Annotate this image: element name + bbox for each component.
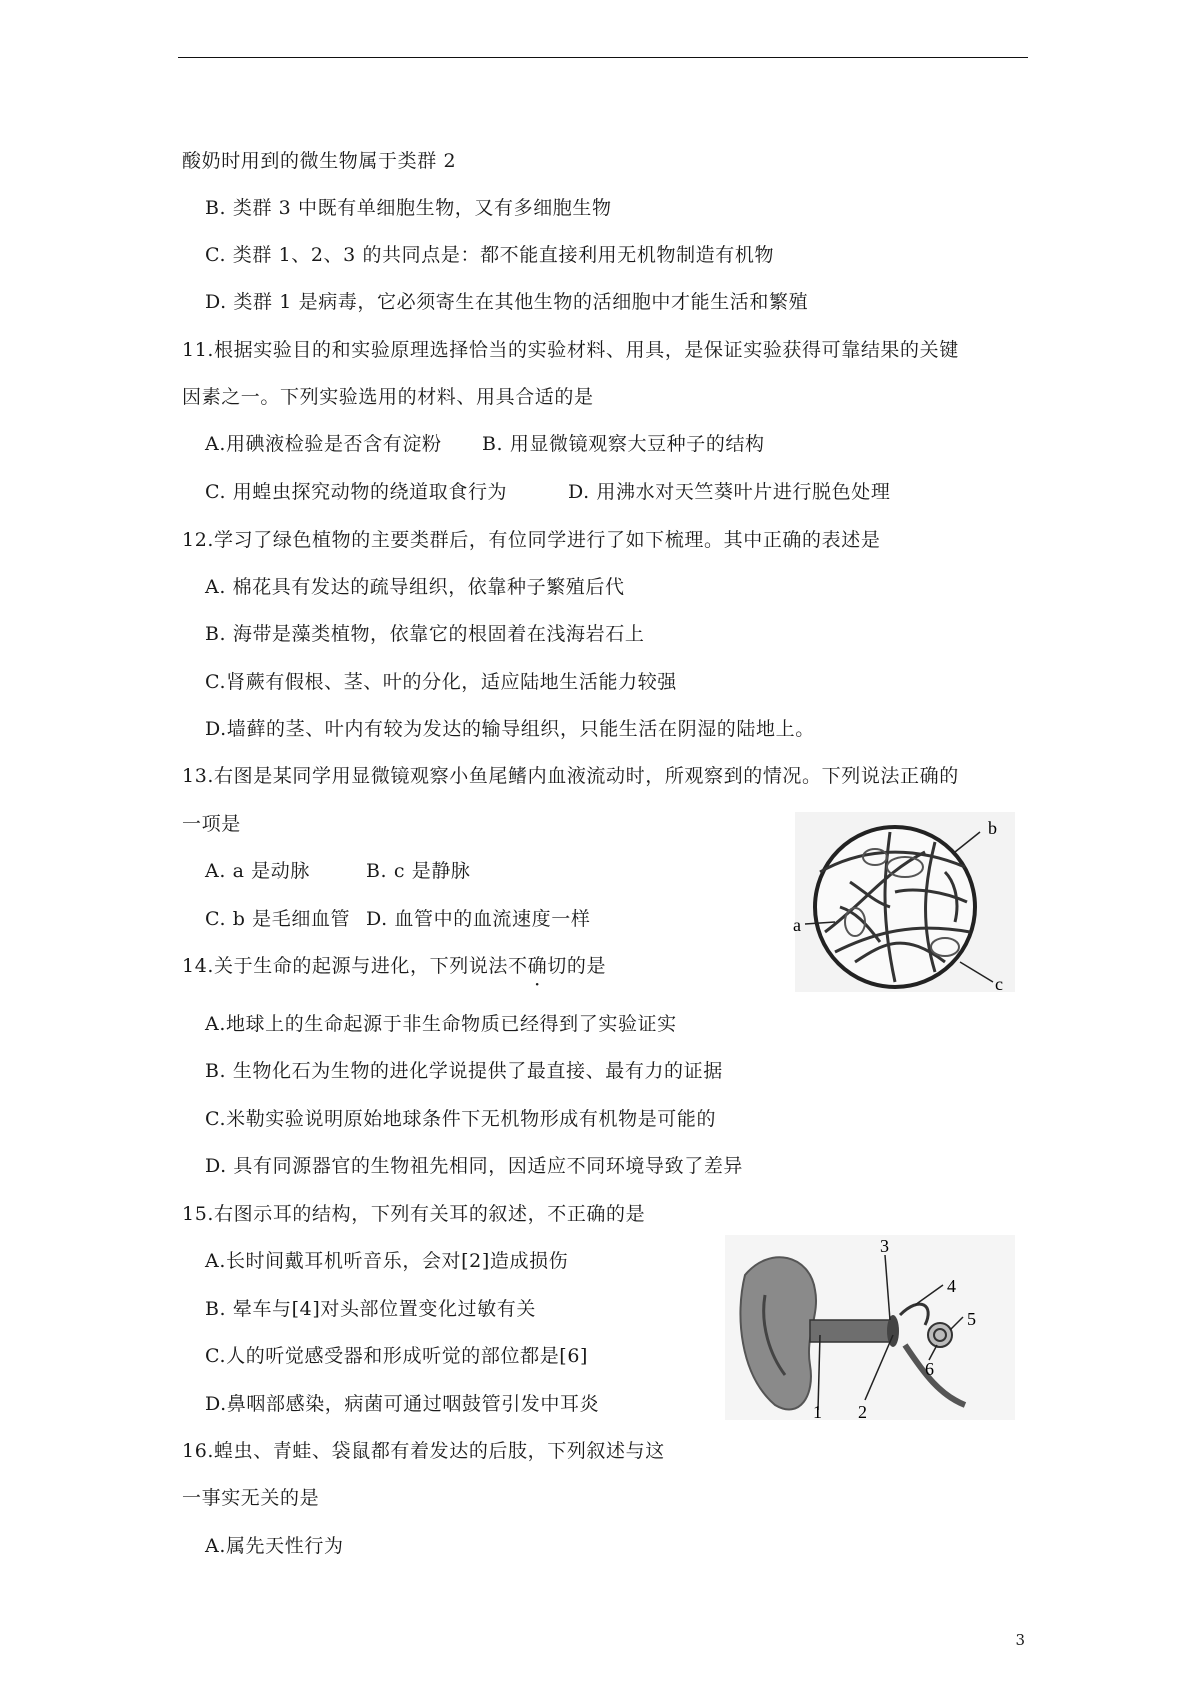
text-line: 酸奶时用到的微生物属于类群 2 xyxy=(182,150,457,172)
label-6: 6 xyxy=(925,1359,934,1379)
option-b: B. 类群 3 中既有单细胞生物，又有多细胞生物 xyxy=(205,197,612,219)
q12-option-a: A. 棉花具有发达的疏导组织，依靠种子繁殖后代 xyxy=(205,576,625,598)
question-13-cont: 一项是 xyxy=(182,813,241,835)
q16-option-a: A.属先天性行为 xyxy=(205,1535,344,1557)
question-13: 13.右图是某同学用显微镜观察小鱼尾鳍内血液流动时，所观察到的情况。下列说法正确的 xyxy=(182,765,959,787)
q11-option-c: C. 用蝗虫探究动物的绕道取食行为 xyxy=(205,481,508,503)
label-c: c xyxy=(995,974,1003,994)
q14-option-c: C.米勒实验说明原始地球条件下无机物形成有机物是可能的 xyxy=(205,1108,717,1130)
question-14 xyxy=(182,955,606,977)
q14-emphasis-text: 不确切 xyxy=(508,955,567,977)
question-12: 12.学习了绿色植物的主要类群后，有位同学进行了如下梳理。其中正确的表述是 xyxy=(182,529,881,551)
label-a: a xyxy=(793,915,801,935)
fish-fin-microscope-figure xyxy=(795,812,1015,992)
q14-text-pre: 14.关于生命的起源与进化，下列说法 xyxy=(182,955,509,977)
q13-option-d: D. 血管中的血流速度一样 xyxy=(366,908,591,930)
option-d: D. 类群 1 是病毒，它必须寄生在其他生物的活细胞中才能生活和繁殖 xyxy=(205,291,809,313)
q11-option-d: D. 用沸水对天竺葵叶片进行脱色处理 xyxy=(568,481,891,503)
q12-option-c: C.肾蕨有假根、茎、叶的分化，适应陆地生活能力较强 xyxy=(205,671,677,693)
label-b: b xyxy=(988,818,997,838)
question-11: 11.根据实验目的和实验原理选择恰当的实验材料、用具，是保证实验获得可靠结果的关键 xyxy=(182,339,959,361)
option-c: C. 类群 1、2、3 的共同点是：都不能直接利用无机物制造有机物 xyxy=(205,244,775,266)
q14-option-b: B. 生物化石为生物的进化学说提供了最直接、最有力的证据 xyxy=(205,1060,723,1082)
ear-canal xyxy=(810,1320,890,1342)
q13-option-a: A. a 是动脉 xyxy=(205,860,310,882)
page-number: 3 xyxy=(1015,1631,1025,1649)
q11-option-b: B. 用显微镜观察大豆种子的结构 xyxy=(482,433,765,455)
q12-option-b: B. 海带是藻类植物，依靠它的根固着在浅海岩石上 xyxy=(205,623,645,645)
label-1: 1 xyxy=(813,1402,822,1422)
header-rule xyxy=(178,57,1028,58)
ear-structure-figure xyxy=(725,1235,1015,1420)
q14-emphasis xyxy=(508,955,567,977)
q13-option-c: C. b 是毛细血管 xyxy=(205,908,351,930)
label-2: 2 xyxy=(858,1402,867,1422)
label-5: 5 xyxy=(967,1309,976,1329)
q15-option-c: C.人的听觉感受器和形成听觉的部位都是[6] xyxy=(205,1345,589,1367)
q14-option-a: A.地球上的生命起源于非生命物质已经得到了实验证实 xyxy=(205,1013,677,1035)
label-3: 3 xyxy=(880,1236,889,1256)
eardrum xyxy=(887,1315,899,1347)
q15-option-b: B. 晕车与[4]对头部位置变化过敏有关 xyxy=(205,1298,536,1320)
q14-option-d: D. 具有同源器官的生物祖先相同，因适应不同环境导致了差异 xyxy=(205,1155,744,1177)
question-16: 16.蝗虫、青蛙、袋鼠都有着发达的后肢，下列叙述与这 xyxy=(182,1440,665,1462)
q15-option-a: A.长时间戴耳机听音乐，会对[2]造成损伤 xyxy=(205,1250,569,1272)
q13-option-b: B. c 是静脉 xyxy=(366,860,471,882)
label-4: 4 xyxy=(947,1276,956,1296)
q14-text-post: 的是 xyxy=(566,955,607,977)
question-16-cont: 一事实无关的是 xyxy=(182,1487,320,1509)
question-15: 15.右图示耳的结构，下列有关耳的叙述，不正确的是 xyxy=(182,1203,646,1225)
q12-option-d: D.墙藓的茎、叶内有较为发达的输导组织，只能生活在阴湿的陆地上。 xyxy=(205,718,815,740)
q11-option-a: A.用碘液检验是否含有淀粉 xyxy=(205,433,442,455)
question-11-cont: 因素之一。下列实验选用的材料、用具合适的是 xyxy=(182,386,594,408)
q15-option-d: D.鼻咽部感染，病菌可通过咽鼓管引发中耳炎 xyxy=(205,1393,600,1415)
cochlea xyxy=(928,1323,952,1347)
